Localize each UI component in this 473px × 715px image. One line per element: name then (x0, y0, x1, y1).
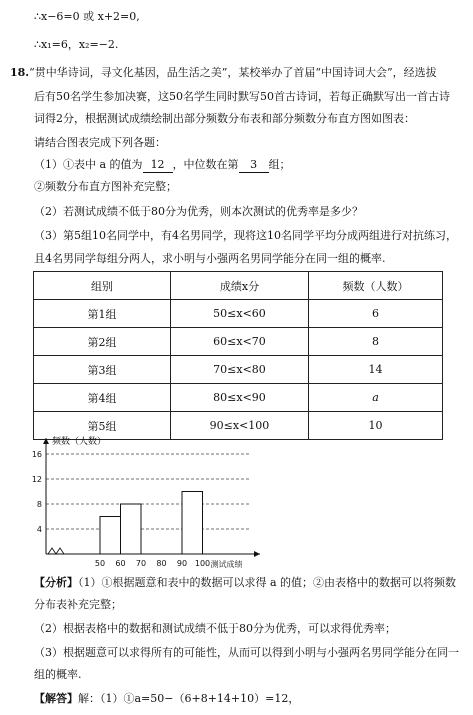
analysis-line-4: （3）根据题意可以求得所有的可能性，从而可以得到小明与小强两名男同学能分在同一 (34, 646, 459, 659)
table-header-row (34, 272, 443, 300)
table-cell: 6 (309, 300, 443, 328)
question-1-part-2: ②频数分布直方图补充完整； (34, 180, 177, 193)
x-axis-arrow (254, 551, 260, 557)
answer-label: 【解答】 (34, 692, 78, 705)
x-tick-label: 90 (176, 559, 188, 568)
answer-line-1: 【解答】解：（1）①a=50−（6+8+14+10）=12， (34, 692, 300, 705)
table-cell: 第3组 (34, 356, 171, 384)
table-cell: 第2组 (34, 328, 171, 356)
table-cell: 90≤x<100 (171, 412, 309, 440)
x-tick-label: 70 (135, 559, 147, 568)
y-tick-label: 4 (36, 525, 42, 534)
table-cell: 10 (309, 412, 443, 440)
table-row (34, 384, 443, 412)
histogram-chart (30, 432, 270, 570)
problem-intro-1: 18.“贯中华诗词，寻文化基因，品生活之美”，某校举办了首届“中国诗词大会”，经选拔 (10, 66, 437, 79)
table-row (34, 300, 443, 328)
histogram-bar (121, 504, 142, 554)
table-cell: 第1组 (34, 300, 171, 328)
table-row (34, 356, 443, 384)
x-tick-label: 50 (94, 559, 106, 568)
table-cell: 第4组 (34, 384, 171, 412)
y-axis-arrow (43, 438, 49, 444)
prev-solution-line-2: ∴x₁=6，x₂=−2. (34, 38, 119, 51)
answer-blank-a: 12 (143, 158, 173, 173)
table-cell: a (309, 384, 443, 412)
x-tick-label: 80 (156, 559, 167, 568)
analysis-line-3: （2）根据表格中的数据和测试成绩不低于80分为优秀，可以求得优秀率； (34, 622, 396, 635)
header-score: 成绩x分 (171, 272, 309, 300)
problem-number: 18. (10, 66, 30, 79)
question-2: （2）若测试成绩不低于80分为优秀，则本次测试的优秀率是多少？ (34, 205, 363, 218)
table-cell: 50≤x<60 (171, 300, 309, 328)
analysis-label: 【分析】 (34, 576, 78, 589)
histogram-bar (100, 517, 121, 555)
y-tick-label: 12 (31, 475, 42, 484)
header-group: 组别 (34, 272, 171, 300)
table-cell: 70≤x<80 (171, 356, 309, 384)
analysis-line-5: 组的概率. (34, 668, 82, 681)
x-tick-label: 60 (115, 559, 126, 568)
header-frequency: 频数（人数） (309, 272, 443, 300)
table-cell: 60≤x<70 (171, 328, 309, 356)
analysis-line-1: 【分析】（1）①根据题意和表中的数据可以求得 a 的值；②由表格中的数据可以将频数 (34, 576, 457, 589)
table-cell: 8 (309, 328, 443, 356)
problem-prompt: 请结合图表完成下列各题： (34, 136, 166, 149)
y-tick-label: 16 (31, 450, 42, 459)
table-cell: 第5组 (34, 412, 171, 440)
problem-intro-3: 词得2分，根据测试成绩绘制出部分频数分布表和部分频数分布直方图如图表： (34, 112, 415, 125)
question-3-line-2: 且4名男同学每组分两人，求小明与小强两名男同学能分在同一组的概率. (34, 252, 386, 265)
axis-break-mark (48, 548, 64, 554)
frequency-table (33, 271, 443, 440)
prev-solution-line-1: ∴x−6=0 或 x+2=0, (34, 10, 140, 23)
question-3-line-1: （3）第5组10名同学中，有4名男同学，现将这10名同学平均分成两组进行对抗练习， (34, 229, 457, 242)
question-1: （1）①表中 a 的值为 12 ，中位数在第 3 组； (34, 158, 291, 171)
answer-blank-group: 3 (239, 158, 269, 173)
y-tick-label: 8 (36, 500, 42, 509)
y-axis-label: 频数（人数） (52, 437, 107, 447)
problem-intro-2: 后有50名学生参加决赛，这50名学生同时默写50首古诗词，若每正确默写出一首古诗 (34, 90, 450, 103)
analysis-line-2: 分布表补充完整； (34, 598, 122, 611)
table-cell: 80≤x<90 (171, 384, 309, 412)
x-tick-label: 100 (194, 559, 211, 568)
x-axis-label: 测试成绩 (210, 560, 243, 569)
histogram-bar (182, 492, 203, 555)
table-cell: 14 (309, 356, 443, 384)
table-row (34, 328, 443, 356)
